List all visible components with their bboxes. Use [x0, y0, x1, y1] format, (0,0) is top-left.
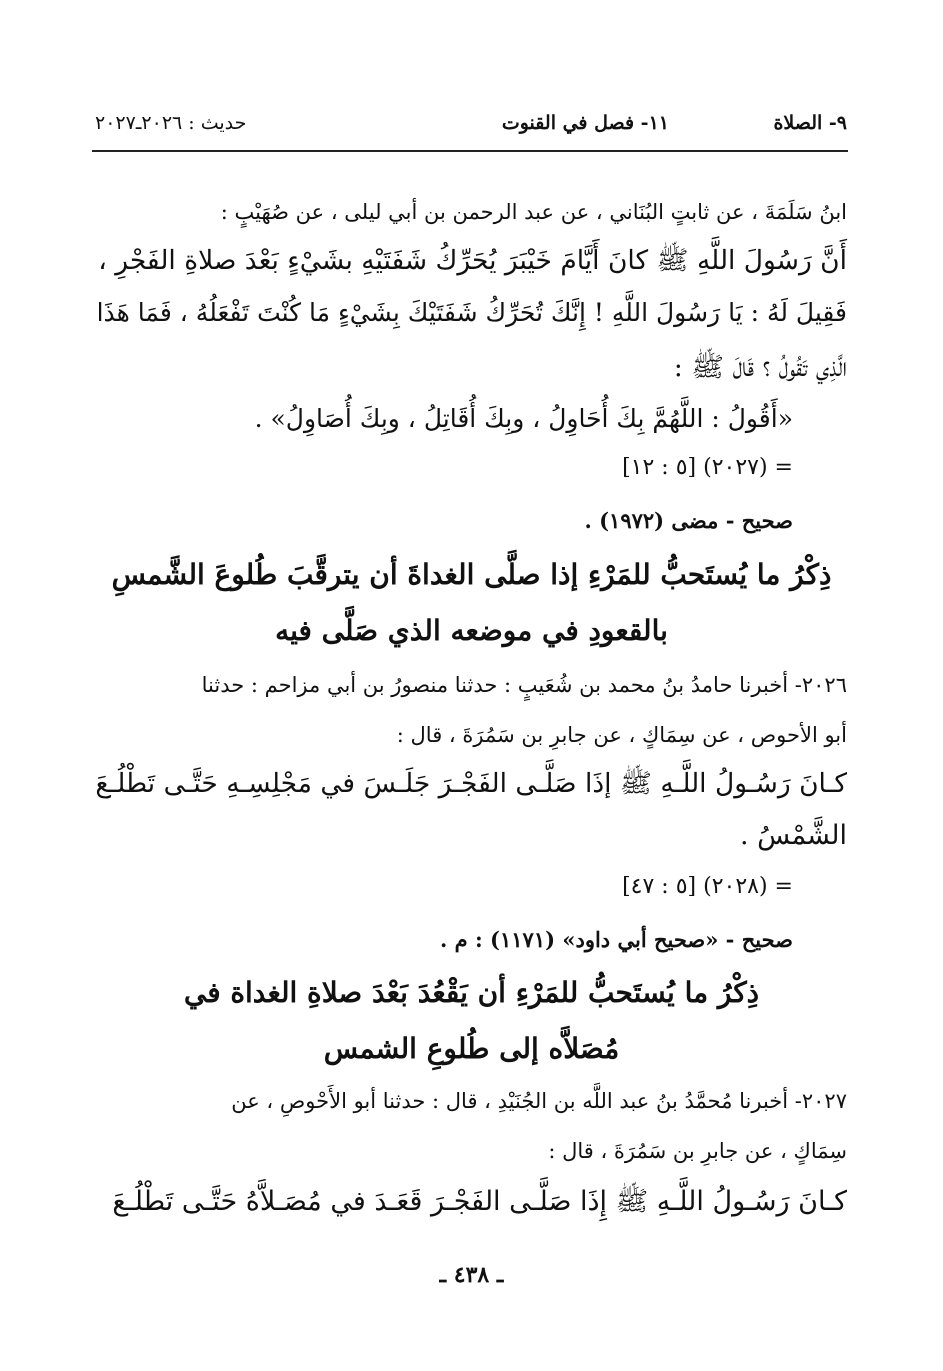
hadith-text-line: كـانَ رَسُـولُ اللَّـهِ ﷺ إِذَا صَلَّـى الفَجْـرَ قَعَـدَ في مُصَـلاَّهُ حَتَّـى تَطْلُـعَ: [112, 1186, 847, 1217]
hadith-text-line: أَنَّ رَسُولَ اللَّهِ ﷺ كانَ أَيَّامَ خَيْبَرَ يُحَرِّكُ شَفَتَيْهِ بشَيْءٍ بَعْدَ صلاةِ الفَجْرِ ،: [98, 245, 847, 276]
running-header: [95, 112, 847, 142]
hadith-text-line: فَقِيلَ لَهُ : يَا رَسُولَ اللَّهِ ! إِنَّكَ تُحَرِّكُ شَفَتَيْكَ بِشَيْءٍ مَا كُنْتَ تَفْعَلُهُ ، فَمَا هَذَا: [96, 298, 847, 327]
narrator-chain-line: سِمَاكٍ ، عن جابرِ بن سَمُرَةَ ، قال :: [548, 1139, 847, 1163]
narrator-chain-line: ٢٠٢٧- أخبرنا مُحمَّدُ بنُ عبد اللَّه بن الجُنَيْدِ ، قال : حدثنا أبو الأَحْوصِ ، عن: [231, 1089, 847, 1113]
header-divider: [92, 150, 848, 152]
chapter-heading: مُصَلاَّه إلى طُلوعِ الشمس: [323, 1032, 620, 1065]
cross-reference: = (٢٠٢٧) [٥ : ١٢]: [622, 455, 793, 480]
header-section-title: ١١- فصل في القنوت: [501, 112, 669, 134]
grading-note: صحيح - مضى (١٩٧٢) .: [584, 508, 793, 533]
hadith-text-line: كـانَ رَسُـولُ اللَّـهِ ﷺ إذَا صَلَّـى الفَجْـرَ جَلَـسَ في مَجْلِسِـهِ حَتَّـى تَطْلُـعَ: [95, 768, 847, 799]
header-hadith-range: حديث : ٢٠٢٦ـ٢٠٢٧: [95, 112, 247, 134]
grading-note: صحيح - «صحيح أبي داود» (١١٧١) : م .: [440, 927, 793, 952]
hadith-text-line: الشَّمْسُ .: [739, 820, 847, 851]
cross-reference: = (٢٠٢٨) [٥ : ٤٧]: [622, 874, 793, 899]
header-chapter-title: ٩- الصلاة: [773, 112, 847, 134]
hadith-quote-line: «أَقُولُ : اللَّهُمَّ بِكَ أُحَاوِلُ ، وبِكَ أُقَاتِلُ ، وبِكَ أُصَاوِلُ» .: [254, 404, 793, 433]
page-number: ـ ٤٣٨ ـ: [439, 1262, 504, 1288]
chapter-heading: بالقعودِ في موضعه الذي صَلَّى فيه: [275, 614, 668, 647]
narrator-chain-line: ابنُ سَلَمَةَ ، عن ثابتٍ البُنَاني ، عن عبد الرحمن بن أبي ليلى ، عن صُهَيْبٍ :: [220, 200, 847, 224]
chapter-heading: ذِكْرُ ما يُستَحبُّ للمَرْءِ أن يَقْعُدَ بَعْدَ صلاةِ الغداة في: [183, 976, 760, 1009]
narrator-chain-line: أبو الأحوص ، عن سِمَاكٍ ، عن جابرِ بن سَمُرَةَ ، قال :: [396, 723, 847, 747]
narrator-chain-line: ٢٠٢٦- أخبرنا حامدُ بنُ محمد بن شُعَيبٍ : حدثنا منصورُ بن أبي مزاحم : حدثنا: [201, 673, 847, 697]
hadith-text-line: الَّذِي تَقُولُ ؟ قَالَ ﷺ :: [673, 352, 847, 383]
chapter-heading: ذِكْرُ ما يُستَحبُّ للمَرْءِ إذا صلَّى الغداةَ أن يترقَّبَ طُلوعَ الشَّمسِ: [111, 558, 832, 591]
